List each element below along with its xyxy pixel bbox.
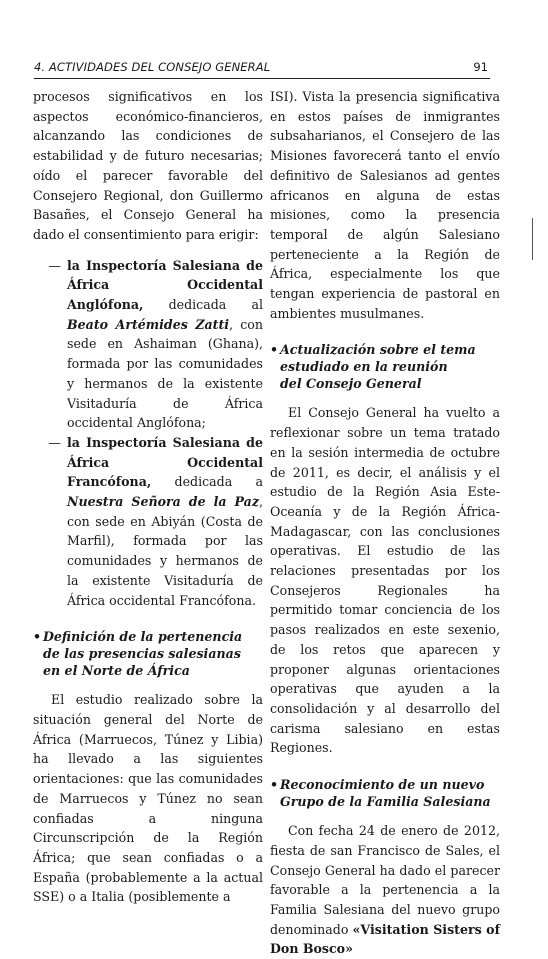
dash-marker: — (48, 434, 61, 450)
list-item: — la Inspectoría Salesiana de África Occidental Francófona, dedicada a Nuestra Señora de la Paz, con sede en Abiyán (Costa de Marfil), formada por las comunidades y hermanos de la existente Visitaduría de África occidental Francófona. (33, 433, 263, 610)
left-column (33, 87, 263, 907)
right-column (270, 87, 500, 959)
paragraph: ISI). Vista la presencia significativa en estos países de inmigrantes subsaharianos, el Consejero de las Misiones favorecerá tanto el envío definitivo de Salesianos ad gentes africanos en alguna de estas misiones, como la presencia temporal de algún Salesiano perteneciente a la Región de África, especialmente los que tengan experiencia de pastoral en ambientes musulmanes. (270, 89, 500, 321)
bullet-icon: • (270, 777, 279, 793)
margin-mark (532, 218, 533, 260)
bullet-icon: • (33, 629, 42, 645)
paragraph: El estudio realizado sobre la situación general del Norte de África (Marruecos, Túnez y Libia) ha llevado a las siguientes orientaciones: que las comunidades de Marruecos y Túnez no sean confiadas a ninguna Circunscripción de la Región África; que sean confiadas o a España (probablemente a la actual SSE) o a Italia (posiblemente a (33, 692, 263, 905)
bold-text: la Inspectoría Salesiana de África Occidental Anglófona, (67, 257, 263, 313)
bold-text: la Inspectoría Salesiana de África Occidental Francófona, (67, 434, 263, 490)
page-header (34, 58, 490, 79)
dash-marker: — (48, 257, 61, 273)
bold-italic-text: Beato Artémides Zatti (67, 316, 230, 332)
paragraph: El Consejo General ha vuelto a reflexionar sobre un tema tratado en la sesión intermedia de octubre de 2011, es decir, el análisis y el estudio de la Región Asia Este-Oceanía y de la Región África-Madagascar, con las conclusiones operativas. El estudio de las relaciones presentadas por los Consejeros Regionales ha permitido tomar conciencia de los pasos realizados en este sexenio, de los retos que aparecen y proponer algunas orientaciones operativas que ayuden a la consolidación y al desarrollo del carisma salesiano en estas Regiones. (270, 405, 500, 756)
list-item: — la Inspectoría Salesiana de África Occidental Anglófona, dedicada al Beato Artémides Zatti, con sede en Ashaiman (Ghana), formada por las comunidades y hermanos de la existente Visitaduría de África occidental Anglófona; (33, 256, 263, 433)
bold-text: «Visitation Sisters of Don Bosco» (270, 921, 501, 957)
page-number: 91 (473, 60, 488, 74)
running-head: 4. ACTIVIDADES DEL CONSEJO GENERAL (34, 60, 271, 74)
paragraph: Con fecha 24 de enero de 2012, fiesta de san Francisco de Sales, el Consejo General ha dado el parecer favorable a la pertenencia a la Familia Salesiana del nuevo grupo denominado «Visitation Sisters of Don Bosco» (270, 823, 501, 957)
bold-italic-text: Nuestra Señora de la Paz (67, 494, 259, 510)
section-heading: • Definición de la pertenencia de las presencias salesianas en el Norte de África (33, 629, 243, 679)
paragraph: procesos significativos en los aspectos económico-financieros, alcanzando las condiciones de estabilidad y de futuro necesarias; oído el parecer favorable del Consejero Regional, don Guillermo Basañes, el Consejo General ha dado el consentimiento para erigir: (33, 89, 263, 242)
section-heading: • Reconocimiento de un nuevo Grupo de la Familia Salesiana (270, 777, 491, 810)
bullet-icon: • (270, 342, 279, 358)
section-heading: • Actualización sobre el tema estudiado en la reunión del Consejo General (270, 342, 476, 392)
